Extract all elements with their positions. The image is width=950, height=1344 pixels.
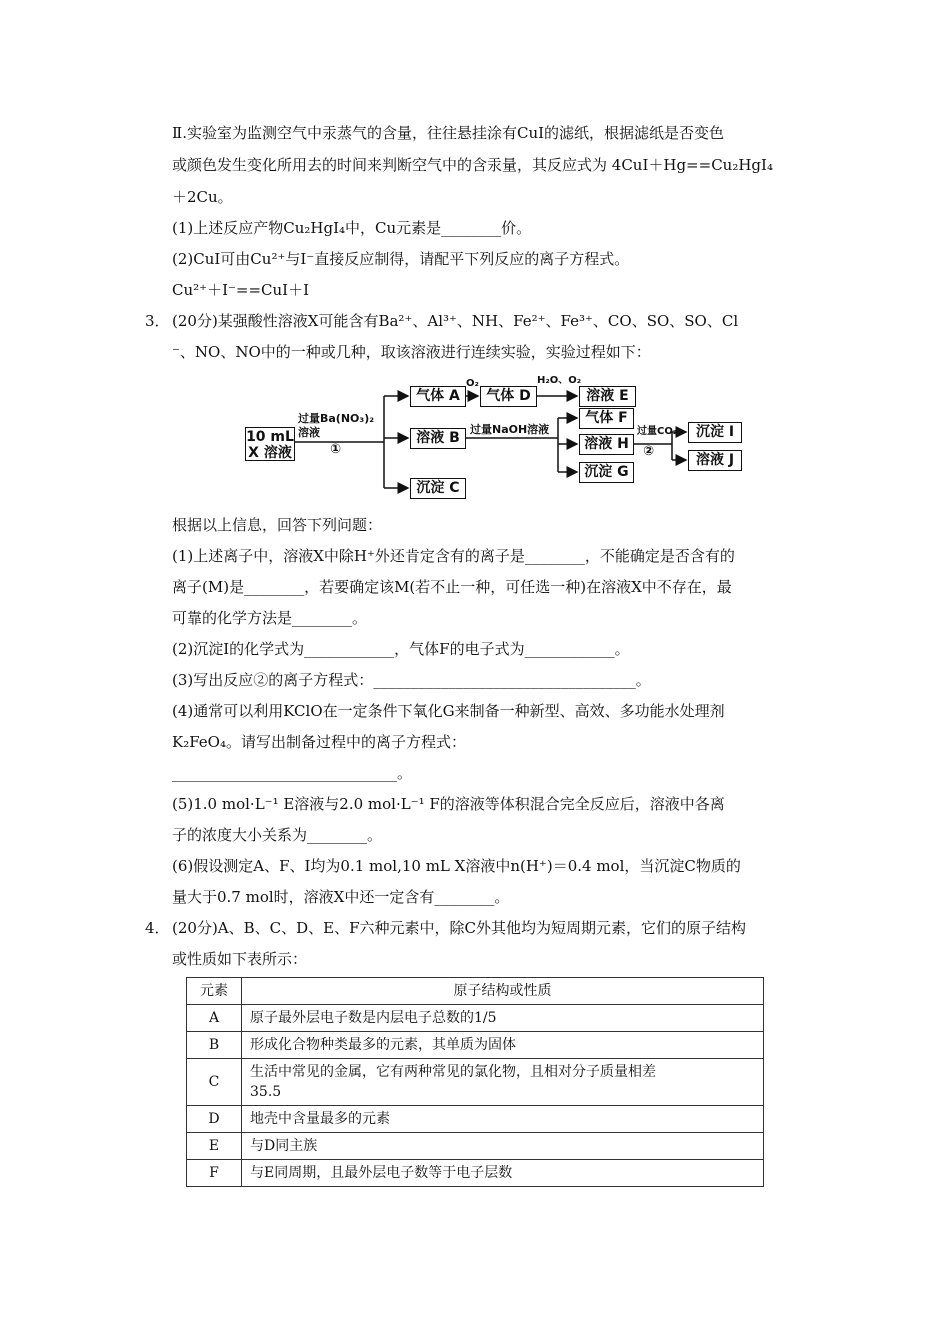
table-row [187, 1032, 764, 1059]
q3-part-6-line-1: (6)假设测定A、F、I均为0.1 mol,10 mL X溶液中n(H⁺)＝0.4 mol，当沉淀C物质的 [172, 857, 741, 875]
question-3-intro: 根据以上信息，回答下列问题： [172, 516, 383, 534]
box-gas-f: 气体 F [579, 408, 634, 429]
part2-line-1: Ⅱ.实验室为监测空气中汞蒸气的含量，往往悬挂涂有CuI的滤纸，根据滤纸是否变色 [172, 124, 725, 142]
table-header-element: 元素 [187, 978, 242, 1005]
table-cell-element: A [187, 1005, 242, 1032]
step-1-mark: ① [330, 442, 342, 457]
q3-part-1-line-2: 离子(M)是________，若要确定该M(若不止一种，可任选一种)在溶液X中不存在，最 [172, 578, 732, 596]
box-solution-j: 溶液 J [688, 450, 742, 471]
part2-question-1: (1)上述反应产物Cu₂HgI₄中，Cu元素是________价。 [172, 219, 532, 237]
q3-part-1-line-1: (1)上述离子中，溶液X中除H⁺外还肯定含有的离子是________，不能确定是否含有的 [172, 547, 735, 565]
q3-part-1-line-3: 可靠的化学方法是________。 [172, 609, 368, 627]
q3-part-4-line-2: K₂FeO₄。请写出制备过程中的离子方程式： [172, 733, 466, 751]
box-precipitate-c: 沉淀 C [410, 478, 466, 499]
table-cell-element: D [187, 1106, 242, 1133]
table-cell-element: C [187, 1059, 242, 1106]
q3-part-5-line-1: (5)1.0 mol·L⁻¹ E溶液与2.0 mol·L⁻¹ F的溶液等体积混合完全反应后，溶液中各离 [172, 795, 725, 813]
table-header-property: 原子结构或性质 [242, 978, 764, 1005]
table-row [187, 1059, 764, 1106]
table-cell-property: 与E同周期，且最外层电子数等于电子层数 [242, 1160, 764, 1187]
q3-part-6-line-2: 量大于0.7 mol时，溶液X中还一定含有________。 [172, 888, 510, 906]
label-naoh: 过量NaOH溶液 [470, 423, 550, 436]
label-ba-no3: 过量Ba(NO₃)₂ [298, 412, 375, 425]
label-solution: 溶液 [298, 426, 320, 439]
box-x-line-2: X 溶液 [248, 445, 292, 461]
flow-diagram [240, 372, 760, 504]
table-row [187, 1160, 764, 1187]
question-3-line-2: ⁻、NO、NO中的一种或几种，取该溶液进行连续实验，实验过程如下： [172, 343, 651, 361]
question-4-line-2: 或性质如下表所示： [172, 950, 308, 968]
box-x-solution [245, 427, 295, 461]
table-cell-property: 形成化合物种类最多的元素，其单质为固体 [242, 1032, 764, 1059]
box-precipitate-g: 沉淀 G [579, 462, 634, 483]
label-o2: O₂ [466, 378, 479, 389]
label-h2o-o2: H₂O、O₂ [537, 375, 582, 386]
q3-part-4-line-3: ______________________________。 [172, 764, 413, 782]
step-2-mark: ② [643, 444, 655, 459]
table-cell-property: 原子最外层电子数是内层电子总数的1/5 [242, 1005, 764, 1032]
box-gas-d: 气体 D [480, 386, 537, 407]
question-3-line-1: (20分)某强酸性溶液X可能含有Ba²⁺、Al³⁺、NH、Fe²⁺、Fe³⁺、CO、SO、SO、Cl [172, 312, 739, 330]
table-cell-element: F [187, 1160, 242, 1187]
box-precipitate-i: 沉淀 I [688, 422, 742, 443]
label-co2: 过量CO₂ [637, 426, 678, 437]
table-cell-property: 生活中常见的金属，它有两种常见的氯化物，且相对分子质量相差 35.5 [242, 1059, 764, 1106]
q3-part-2: (2)沉淀I的化学式为____________，气体F的电子式为____________。 [172, 640, 630, 658]
table-row [187, 1106, 764, 1133]
q3-part-3: (3)写出反应②的离子方程式：___________________________________。 [172, 671, 651, 689]
element-table [186, 977, 764, 1187]
box-x-line-1: 10 mL [246, 429, 294, 445]
question-3-number: 3． [145, 312, 170, 330]
table-cell-element: E [187, 1133, 242, 1160]
box-gas-a: 气体 A [410, 386, 466, 407]
box-solution-h: 溶液 H [579, 434, 634, 455]
part2-line-2: 或颜色发生变化所用去的时间来判断空气中的含汞量，其反应式为 4CuI＋Hg==Cu₂HgI₄ [172, 156, 773, 174]
table-header-row [187, 978, 764, 1005]
table-cell-property: 地壳中含量最多的元素 [242, 1106, 764, 1133]
part2-question-2: (2)CuI可由Cu²⁺与I⁻直接反应制得，请配平下列反应的离子方程式。 [172, 250, 630, 268]
part2-line-3: ＋2Cu。 [172, 188, 233, 206]
q3-part-4-line-1: (4)通常可以利用KClO在一定条件下氧化G来制备一种新型、高效、多功能水处理剂 [172, 702, 725, 720]
table-row [187, 1005, 764, 1032]
question-4-line-1: (20分)A、B、C、D、E、F六种元素中，除C外其他均为短周期元素，它们的原子结构 [172, 919, 746, 937]
box-solution-b: 溶液 B [410, 428, 466, 449]
table-cell-property: 与D同主族 [242, 1133, 764, 1160]
question-4-number: 4． [145, 919, 170, 937]
table-cell-element: B [187, 1032, 242, 1059]
table-row [187, 1133, 764, 1160]
box-solution-e: 溶液 E [579, 386, 636, 407]
q3-part-5-line-2: 子的浓度大小关系为________。 [172, 826, 383, 844]
part2-equation: Cu²⁺＋I⁻==CuI＋I [172, 281, 310, 299]
